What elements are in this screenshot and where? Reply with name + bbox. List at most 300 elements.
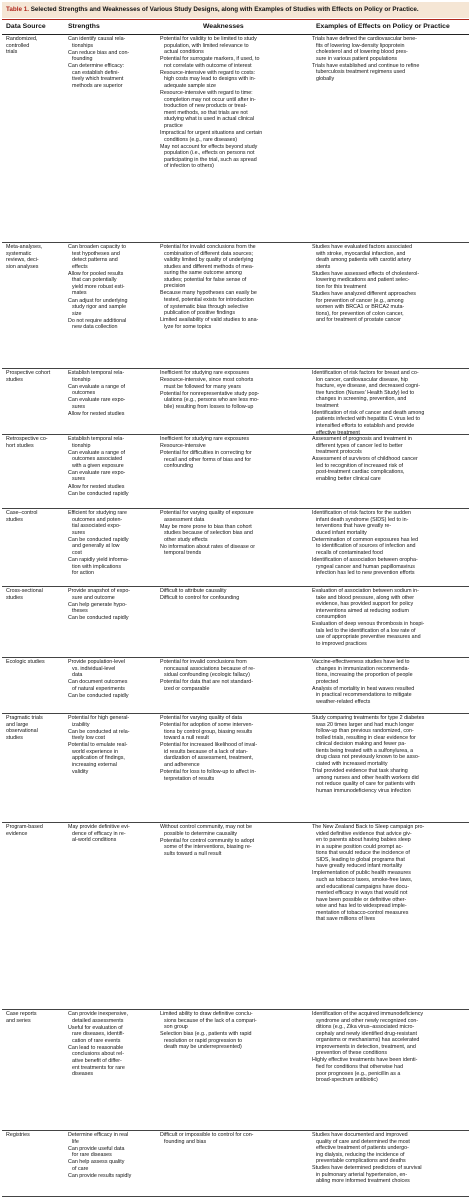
row-weaknesses bbox=[160, 1132, 306, 1146]
item-line: Can rapidly yield informa- bbox=[68, 557, 129, 564]
cell-item bbox=[312, 510, 466, 536]
item-line: ulations (e.g., persons who are less mo- bbox=[164, 397, 259, 404]
table-row bbox=[2, 368, 469, 435]
cell-item bbox=[68, 484, 154, 491]
cell-item bbox=[68, 1146, 154, 1159]
cell-item bbox=[68, 298, 154, 318]
cell-item bbox=[312, 557, 466, 577]
item-line: cost bbox=[72, 549, 82, 556]
item-line: participating in the trial, such as spread bbox=[164, 156, 257, 163]
item-line: cholesterol and of lowering blood pres- bbox=[316, 49, 408, 56]
item-line: mentation of tobacco-control measures bbox=[316, 909, 409, 916]
item-line: Identification of risk of cancer and death among bbox=[312, 409, 425, 416]
item-line: Potential for surrogate markers, if used, to bbox=[160, 56, 260, 63]
item-line: yield more robust esti- bbox=[72, 283, 125, 290]
cell-item bbox=[68, 615, 154, 622]
item-line: Trials have established and continue to refine bbox=[312, 62, 420, 69]
cell-item bbox=[160, 244, 306, 290]
item-line: mented efficacy in ways that would not bbox=[316, 890, 408, 897]
item-line: Allow for nested studies bbox=[68, 483, 125, 490]
item-line: Potential for loss to follow-up to affect in- bbox=[160, 769, 257, 776]
item-line: temporal trends bbox=[164, 550, 202, 557]
item-line: lon cancer, cardiovascular disease, hip bbox=[316, 376, 408, 383]
item-line: Potential for invalid conclusions from the bbox=[160, 244, 256, 250]
item-line: suring the same outcome among bbox=[164, 270, 242, 277]
cell-item bbox=[160, 436, 306, 443]
item-line: Can be conducted rapidly bbox=[68, 536, 129, 543]
item-line: effects bbox=[72, 263, 88, 270]
cell-item bbox=[68, 384, 154, 397]
item-line: founding bbox=[72, 56, 93, 63]
cell-item bbox=[68, 729, 154, 742]
item-line: Study comparing treatments for type 2 diabetes bbox=[312, 715, 425, 721]
item-line: application of findings, bbox=[72, 755, 125, 762]
row-strengths bbox=[68, 824, 154, 844]
item-line: ized or comparable bbox=[164, 685, 210, 692]
row-source bbox=[6, 244, 64, 270]
item-line: Can be conducted rapidly bbox=[68, 490, 129, 497]
item-line: broad-spectrum antibiotic) bbox=[316, 1077, 378, 1084]
cell-item bbox=[68, 715, 154, 728]
item-line: Trials have defined the cardiovascular bene- bbox=[312, 36, 417, 42]
cell-item bbox=[160, 36, 306, 56]
item-line: trolled trials, resulting in clear evidence for bbox=[316, 734, 416, 741]
item-line: cephaly and newly identified drug-resistant bbox=[316, 1030, 417, 1037]
item-line: tial associated expo- bbox=[72, 523, 121, 530]
item-line: Can help generate hypo- bbox=[68, 601, 127, 608]
item-line: ditions (e.g., Zika virus–associated micro- bbox=[316, 1024, 415, 1031]
item-line: life bbox=[72, 1138, 79, 1145]
item-line: Potential for varying quality of data bbox=[160, 715, 242, 721]
table-row bbox=[2, 242, 469, 369]
item-line: Can be conducted at rela- bbox=[68, 728, 130, 735]
item-line: Can evaluate a range of bbox=[68, 383, 126, 390]
source-line: controlled bbox=[6, 42, 30, 49]
item-line: Efficient for studying rare bbox=[68, 510, 128, 516]
item-line: outcomes associated bbox=[72, 456, 123, 463]
item-line: fits of lowering low-density lipoprotein bbox=[316, 42, 405, 49]
table-row bbox=[2, 1009, 469, 1131]
item-line: troduction of new products or treat- bbox=[164, 103, 247, 110]
cell-item bbox=[68, 1159, 154, 1172]
row-strengths bbox=[68, 1132, 154, 1180]
item-line: completion may not occur until after in- bbox=[164, 96, 256, 103]
item-line: Without control community, may not be bbox=[160, 824, 252, 830]
item-line: methods are superior bbox=[72, 83, 123, 90]
table-label: Table 1. bbox=[6, 6, 29, 13]
cell-item bbox=[160, 70, 306, 90]
cell-item bbox=[68, 411, 154, 418]
item-line: abling more informed treatment choices bbox=[316, 1178, 410, 1185]
cell-item bbox=[160, 90, 306, 129]
cell-item bbox=[68, 244, 154, 270]
item-line: use of appropriate preventive measures and bbox=[316, 634, 421, 641]
item-line: have been possible or definitive other- bbox=[316, 896, 407, 903]
item-line: Because many hypotheses can easily be bbox=[160, 290, 257, 297]
table-row bbox=[2, 713, 469, 823]
item-line: validity limited by quality of underlying bbox=[164, 257, 254, 264]
cell-item bbox=[68, 36, 154, 49]
item-line: in practical recommendations to mitigate bbox=[316, 692, 412, 699]
cell-item bbox=[312, 659, 466, 685]
item-line: Impractical for urgent situations and certain bbox=[160, 130, 263, 137]
row-source bbox=[6, 510, 64, 523]
item-line: in pulmonary arterial hypertension, en- bbox=[316, 1171, 408, 1178]
item-line: consumption bbox=[316, 614, 347, 621]
item-line: resolution or rapid progression to bbox=[164, 1037, 243, 1044]
cell-item bbox=[68, 271, 154, 297]
source-line: reviews, deci- bbox=[6, 257, 39, 264]
row-weaknesses bbox=[160, 1011, 306, 1051]
item-line: enabling better clinical care bbox=[316, 475, 381, 482]
item-line: Selection bias (e.g., patients with rapid bbox=[160, 1031, 252, 1038]
item-line: Potential for increased likelihood of inval- bbox=[160, 742, 258, 749]
cell-item bbox=[68, 510, 154, 536]
row-strengths bbox=[68, 715, 154, 776]
item-line: Studies have evaluated factors associated bbox=[312, 244, 413, 250]
item-line: confounding bbox=[164, 463, 194, 470]
item-line: studying what is used in actual clinical bbox=[164, 116, 255, 123]
item-line: Studies have analyzed different approaches bbox=[312, 291, 416, 298]
cell-item bbox=[160, 659, 306, 679]
item-line: human immunodeficiency virus infection bbox=[316, 787, 411, 794]
source-line: Case–control bbox=[6, 510, 38, 516]
source-line: studies bbox=[6, 516, 23, 523]
item-line: for rare diseases bbox=[72, 1152, 112, 1159]
cell-item bbox=[68, 491, 154, 498]
cell-item bbox=[68, 50, 154, 63]
item-line: noncausal associations because of re- bbox=[164, 665, 255, 672]
item-line: Potential for control community to adopt bbox=[160, 837, 255, 844]
cell-item bbox=[68, 470, 154, 483]
item-line: among nurses and other health workers did bbox=[316, 774, 419, 781]
item-line: May not account for effects beyond study bbox=[160, 143, 258, 150]
item-line: al-world conditions bbox=[72, 837, 117, 844]
item-line: Inefficient for studying rare exposures bbox=[160, 436, 250, 442]
item-line: Difficult to attribute causality bbox=[160, 588, 227, 594]
item-line: and generally at low bbox=[72, 543, 120, 550]
cell-item bbox=[160, 742, 306, 768]
item-line: Analysis of mortality in heat waves resulted bbox=[312, 685, 415, 692]
item-line: vs. individual-level bbox=[72, 665, 116, 672]
row-examples bbox=[312, 370, 466, 435]
row-examples bbox=[312, 715, 466, 795]
row-strengths bbox=[68, 659, 154, 700]
cell-item bbox=[160, 450, 306, 470]
cell-item bbox=[160, 715, 306, 722]
source-line: Program-based bbox=[6, 824, 43, 830]
item-line: interventions aimed at reducing sodium bbox=[316, 607, 409, 614]
item-line: fied for conditions that otherwise had bbox=[316, 1063, 404, 1070]
item-line: tions by control group, biasing results bbox=[164, 728, 253, 735]
cell-item bbox=[68, 1132, 154, 1145]
cell-item bbox=[68, 537, 154, 557]
col-header-weaknesses: Weaknesses bbox=[203, 23, 244, 30]
item-line: The New Zealand Back to Sleep campaign pro- bbox=[312, 824, 425, 830]
item-line: women with BRCA1 or BRCA2 muta- bbox=[316, 304, 405, 311]
row-strengths bbox=[68, 436, 154, 498]
item-line: May provide definitive evi- bbox=[68, 824, 130, 830]
item-line: Can provide inexpensive, bbox=[68, 1011, 129, 1017]
cell-item bbox=[312, 410, 466, 435]
item-line: terventions that have greatly re- bbox=[316, 523, 392, 530]
item-line: preventable complications and deaths bbox=[316, 1158, 406, 1165]
cell-item bbox=[312, 370, 466, 409]
row-strengths bbox=[68, 370, 154, 418]
item-line: and for treatment of prostate cancer bbox=[316, 317, 401, 324]
item-line: poor prognoses (e.g., penicillin as a bbox=[316, 1070, 401, 1077]
item-line: tive function (Nurses’ Health Study) led to bbox=[316, 389, 415, 396]
item-line: ing dialysis, reducing the incidence of bbox=[316, 1151, 405, 1158]
item-line: Inefficient for studying rare exposures bbox=[160, 370, 250, 376]
item-line: lyze for some topics bbox=[164, 323, 212, 330]
item-line: ciated with increased mortality bbox=[316, 760, 388, 767]
item-line: some of the interventions, biasing re- bbox=[164, 844, 252, 851]
table-caption: Selected Strengths and Weaknesses of Various Study Designs, along with Examples of Studies with Effects on Policy or Practice. bbox=[30, 6, 419, 13]
item-line: effective treatment of patients undergo- bbox=[316, 1145, 409, 1152]
cell-item bbox=[312, 588, 466, 621]
item-line: izability bbox=[72, 721, 90, 728]
item-line: Identification of risk factors for breast and co- bbox=[312, 370, 419, 376]
item-line: take and blood pressure, along with other bbox=[316, 594, 415, 601]
col-header-source: Data Source bbox=[6, 23, 46, 30]
cell-item bbox=[68, 63, 154, 89]
item-line: tion for this treatment bbox=[316, 283, 367, 290]
item-line: led to recognition of increased risk of bbox=[316, 462, 404, 469]
item-line: weather-related effects bbox=[316, 698, 371, 705]
item-line: Assessment of prognosis and treatment in bbox=[312, 436, 412, 442]
item-line: Difficult or impossible to control for con- bbox=[160, 1132, 254, 1138]
item-line: validity bbox=[72, 768, 89, 775]
item-line: must be followed for many years bbox=[164, 383, 241, 390]
source-line: Ecologic studies bbox=[6, 659, 45, 665]
item-line: evidence, has provided support for policy bbox=[316, 601, 414, 608]
cell-item bbox=[312, 456, 466, 482]
item-line: Difficult to control for confounding bbox=[160, 595, 240, 602]
item-line: conclusions about rel- bbox=[72, 1051, 124, 1058]
item-line: clinical decision making and fewer pa- bbox=[316, 741, 406, 748]
item-line: in a supine position could prompt ac- bbox=[316, 843, 404, 850]
table-header bbox=[2, 19, 469, 35]
item-line: No information about rates of disease or bbox=[160, 543, 256, 550]
item-line: Allow for pooled results bbox=[68, 270, 124, 277]
row-weaknesses bbox=[160, 436, 306, 471]
item-line: Allow for nested studies bbox=[68, 411, 125, 418]
item-line: ment methods, so that trials are not bbox=[164, 109, 248, 116]
source-line: observational bbox=[6, 728, 38, 735]
item-line: Potential for adoption of some interven- bbox=[160, 722, 254, 729]
cell-item bbox=[312, 537, 466, 557]
source-line: evidence bbox=[6, 830, 28, 837]
row-examples bbox=[312, 244, 466, 324]
item-line: dardization of assessment, treatment, bbox=[164, 755, 254, 762]
source-line: Case reports bbox=[6, 1011, 37, 1017]
item-line: wise and has led to widespread imple- bbox=[316, 903, 407, 910]
row-source bbox=[6, 1011, 64, 1024]
item-line: ative benefit of differ- bbox=[72, 1058, 122, 1065]
item-line: increasing external bbox=[72, 762, 117, 769]
item-line: Can provide useful data bbox=[68, 1145, 125, 1152]
cell-item bbox=[312, 291, 466, 324]
item-line: Evaluation of deep venous thrombosis in hospi- bbox=[312, 621, 425, 628]
row-examples bbox=[312, 1132, 466, 1186]
item-line: tals led to the identification of a low rate of bbox=[316, 627, 416, 634]
item-line: improvements in detection, treatment, and bbox=[316, 1043, 416, 1050]
cell-item bbox=[160, 679, 306, 692]
item-line: study rigor and sample bbox=[72, 304, 127, 311]
item-line: Potential to emulate real- bbox=[68, 742, 128, 749]
item-line: mates bbox=[72, 290, 87, 297]
item-line: sure and outcome bbox=[72, 594, 115, 601]
item-line: ryngeal cancer and human papillomavirus bbox=[316, 563, 415, 570]
item-line: ent treatments for rare bbox=[72, 1064, 125, 1071]
row-weaknesses bbox=[160, 36, 306, 171]
item-line: for prevention of cancer (e.g., among bbox=[316, 297, 404, 304]
item-line: Can reduce bias and con- bbox=[68, 49, 130, 56]
cell-item bbox=[160, 838, 306, 858]
item-line: Can be conducted rapidly bbox=[68, 692, 129, 699]
item-line: Limited availability of valid studies to ana- bbox=[160, 317, 259, 324]
row-weaknesses bbox=[160, 715, 306, 783]
cell-item bbox=[68, 436, 154, 449]
item-line: detailed assessments bbox=[72, 1017, 124, 1024]
cell-item bbox=[68, 693, 154, 700]
item-line: lowering medications and patient selec- bbox=[316, 277, 410, 284]
item-line: Trial provided evidence that task sharing bbox=[312, 767, 408, 774]
item-line: treatment bbox=[316, 402, 339, 409]
item-line: Do not require additional bbox=[68, 317, 127, 324]
cell-item bbox=[68, 1045, 154, 1078]
item-line: tested, potential exists for introduction bbox=[164, 296, 254, 303]
cell-item bbox=[160, 377, 306, 390]
cell-item bbox=[312, 271, 466, 291]
item-line: protected bbox=[316, 678, 339, 685]
item-line: and educational campaigns have docu- bbox=[316, 883, 409, 890]
item-line: Assessment of survivors of childhood cancer bbox=[312, 456, 418, 463]
item-line: recalls of contaminated food bbox=[316, 549, 383, 556]
item-line: theses bbox=[72, 608, 88, 615]
row-weaknesses bbox=[160, 370, 306, 411]
item-line: that can potentially bbox=[72, 277, 117, 284]
cell-item bbox=[68, 659, 154, 679]
cell-item bbox=[312, 1011, 466, 1057]
item-line: data bbox=[72, 672, 83, 679]
item-line: Can help assess quality bbox=[68, 1159, 125, 1166]
row-examples bbox=[312, 588, 466, 648]
item-line: Resource-intensive bbox=[160, 443, 206, 450]
cell-item bbox=[68, 679, 154, 692]
item-line: have greatly reduced infant mortality bbox=[316, 863, 403, 870]
item-line: death may be underrepresented) bbox=[164, 1044, 242, 1051]
cell-item bbox=[312, 63, 466, 83]
item-line: cation of rare events bbox=[72, 1037, 121, 1044]
row-strengths bbox=[68, 244, 154, 331]
cell-item bbox=[160, 544, 306, 557]
row-examples bbox=[312, 659, 466, 706]
item-line: Can lead to reasonable bbox=[68, 1044, 124, 1051]
item-line: Vaccine-effectiveness studies have led to bbox=[312, 659, 410, 665]
cell-item bbox=[160, 595, 306, 602]
item-line: Can evaluate a range of bbox=[68, 449, 126, 456]
item-line: and adherence bbox=[164, 762, 200, 769]
source-line: trials bbox=[6, 49, 18, 56]
item-line: Implementation of public health measures bbox=[312, 870, 411, 877]
item-line: tuberculosis treatment regimens used bbox=[316, 69, 406, 76]
item-line: infection has led to new prevention efforts bbox=[316, 570, 415, 577]
item-line: sidual confounding (ecologic fallacy) bbox=[164, 672, 250, 679]
item-line: outcomes bbox=[72, 390, 96, 397]
item-line: post-treatment cardiac complications, bbox=[316, 469, 405, 476]
cell-item bbox=[312, 824, 466, 870]
cell-item bbox=[312, 621, 466, 647]
item-line: world experience in bbox=[72, 748, 119, 755]
item-line: dence of efficacy in re- bbox=[72, 830, 126, 837]
row-examples bbox=[312, 1011, 466, 1084]
cell-item bbox=[160, 290, 306, 316]
cell-item bbox=[160, 1011, 306, 1031]
item-line: son group bbox=[164, 1024, 188, 1031]
cell-item bbox=[68, 318, 154, 331]
table-row bbox=[2, 657, 469, 714]
item-line: treatment protocols bbox=[316, 449, 362, 456]
item-line: Can provide results rapidly bbox=[68, 1173, 132, 1180]
row-examples bbox=[312, 436, 466, 483]
item-line: Establish temporal rela- bbox=[68, 436, 125, 442]
row-source bbox=[6, 1132, 64, 1139]
row-examples bbox=[312, 510, 466, 577]
item-line: globally bbox=[316, 75, 335, 82]
item-line: Limited ability to draw definitive conclu- bbox=[160, 1011, 253, 1017]
item-line: quality of care and determined the most bbox=[316, 1138, 410, 1145]
item-line: Identification of the acquired immunodeficiency bbox=[312, 1011, 424, 1017]
cell-item bbox=[160, 370, 306, 377]
item-line: of systematic bias through selective bbox=[164, 303, 249, 310]
row-weaknesses bbox=[160, 510, 306, 558]
item-line: different types of cancer led to better bbox=[316, 442, 403, 449]
item-line: population, with limited relevance to bbox=[164, 42, 249, 49]
item-line: tionship bbox=[72, 376, 91, 383]
item-line: tionships bbox=[72, 42, 94, 49]
item-line: infant death syndrome (SIDS) led to in- bbox=[316, 516, 409, 523]
item-line: Identification of association between oropha- bbox=[312, 557, 418, 564]
item-line: detect patterns and bbox=[72, 257, 118, 264]
item-line: Potential for difficulties in correcting for bbox=[160, 450, 252, 457]
cell-item bbox=[68, 370, 154, 383]
item-line: fracture, eye disease, and decreased cogni- bbox=[316, 383, 420, 390]
row-source bbox=[6, 659, 64, 666]
item-line: Potential for varying quality of exposure bbox=[160, 510, 254, 516]
cell-item bbox=[160, 769, 306, 782]
source-line: Pragmatic trials bbox=[6, 715, 43, 721]
item-line: Potential for invalid conclusions from bbox=[160, 659, 247, 665]
cell-item bbox=[312, 36, 466, 62]
item-line: Can adjust for underlying bbox=[68, 297, 128, 304]
item-line: possible to determine causality bbox=[164, 830, 238, 837]
row-source bbox=[6, 588, 64, 601]
item-line: organisms or mechanisms) has accelerated bbox=[316, 1037, 420, 1044]
item-line: was 20 times larger and had much longer bbox=[316, 721, 415, 728]
source-line: Randomized, bbox=[6, 36, 38, 42]
item-line: publication of positive findings bbox=[164, 310, 235, 317]
cell-item bbox=[68, 557, 154, 577]
item-line: Potential for validity to be limited to study bbox=[160, 36, 257, 42]
item-line: Provide population-level bbox=[68, 659, 126, 665]
row-weaknesses bbox=[160, 588, 306, 602]
col-header-strengths: Strengths bbox=[68, 23, 100, 30]
item-line: conditions (e.g., rare diseases) bbox=[164, 136, 238, 143]
cell-item bbox=[68, 824, 154, 844]
source-line: Cross-sectional bbox=[6, 588, 43, 594]
